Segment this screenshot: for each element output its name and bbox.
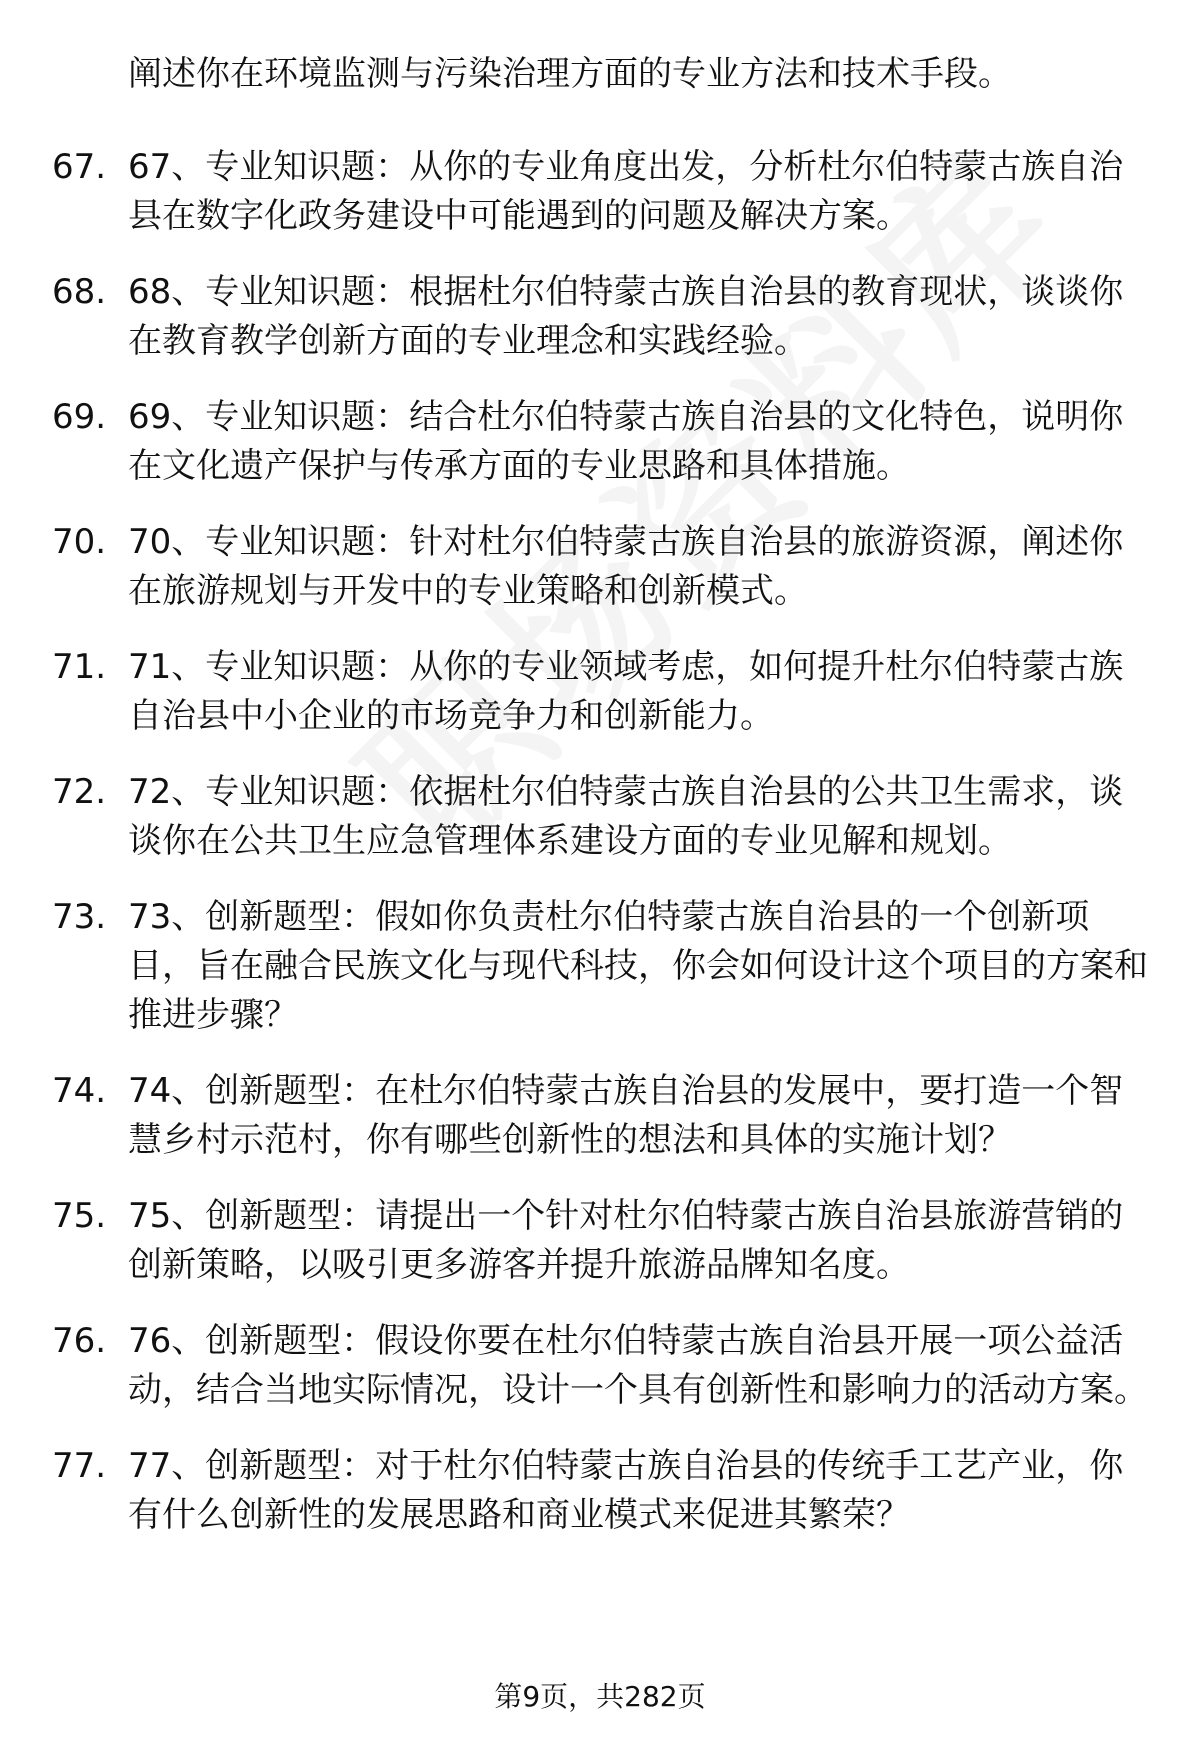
question-item [0,893,1200,1040]
question-text: 76、创新题型：假设你要在杜尔伯特蒙古族自治县开展一项公益活动，结合当地实际情况，设计一个具有创新性和影响力的活动方案。 [128,1321,1148,1410]
question-number: 77. [52,1446,107,1486]
question-item [0,143,1200,241]
question-number: 73. [52,897,107,937]
question-number: 76. [52,1321,107,1361]
question-text: 70、专业知识题：针对杜尔伯特蒙古族自治县的旅游资源，阐述你在旅游规划与开发中的专业策略和创新模式。 [128,522,1124,611]
question-number: 68. [52,272,107,312]
question-text: 77、创新题型：对于杜尔伯特蒙古族自治县的传统手工艺产业，你有什么创新性的发展思路和商业模式来促进其繁荣？ [128,1446,1124,1535]
question-item [0,643,1200,741]
question-text: 73、创新题型：假如你负责杜尔伯特蒙古族自治县的一个创新项目，旨在融合民族文化与现代科技，你会如何设计这个项目的方案和推进步骤？ [128,897,1148,1035]
question-text: 74、创新题型：在杜尔伯特蒙古族自治县的发展中，要打造一个智慧乡村示范村，你有哪些创新性的想法和具体的实施计划？ [128,1071,1124,1160]
question-item [0,1317,1200,1415]
question-number: 75. [52,1196,107,1236]
question-number: 70. [52,522,107,562]
question-number: 71. [52,647,107,687]
page-footer: 第9页，共282页 [494,1680,706,1713]
question-item [0,518,1200,616]
question-item [0,1442,1200,1540]
question-text: 67、专业知识题：从你的专业角度出发，分析杜尔伯特蒙古族自治县在数字化政务建设中可能遇到的问题及解决方案。 [128,147,1124,236]
question-item [0,268,1200,366]
question-text: 71、专业知识题：从你的专业领域考虑，如何提升杜尔伯特蒙古族自治县中小企业的市场竞争力和创新能力。 [128,647,1124,736]
question-text: 69、专业知识题：结合杜尔伯特蒙古族自治县的文化特色，说明你在文化遗产保护与传承方面的专业思路和具体措施。 [128,397,1124,486]
question-item [0,393,1200,491]
question-number: 69. [52,397,107,437]
question-text: 75、创新题型：请提出一个针对杜尔伯特蒙古族自治县旅游营销的创新策略，以吸引更多游客并提升旅游品牌知名度。 [128,1196,1124,1285]
question-text: 68、专业知识题：根据杜尔伯特蒙古族自治县的教育现状，谈谈你在教育教学创新方面的专业理念和实践经验。 [128,272,1124,361]
question-text: 72、专业知识题：依据杜尔伯特蒙古族自治县的公共卫生需求，谈谈你在公共卫生应急管理体系建设方面的专业见解和规划。 [128,772,1124,861]
question-item [0,1067,1200,1165]
question-number: 74. [52,1071,107,1111]
question-number: 72. [52,772,107,812]
question-item [0,1192,1200,1290]
question-number: 67. [52,147,107,187]
continued-question-text: 阐述你在环境监测与污染治理方面的专业方法和技术手段。 [128,54,1012,94]
question-item [0,768,1200,866]
question-list [0,143,1200,1567]
